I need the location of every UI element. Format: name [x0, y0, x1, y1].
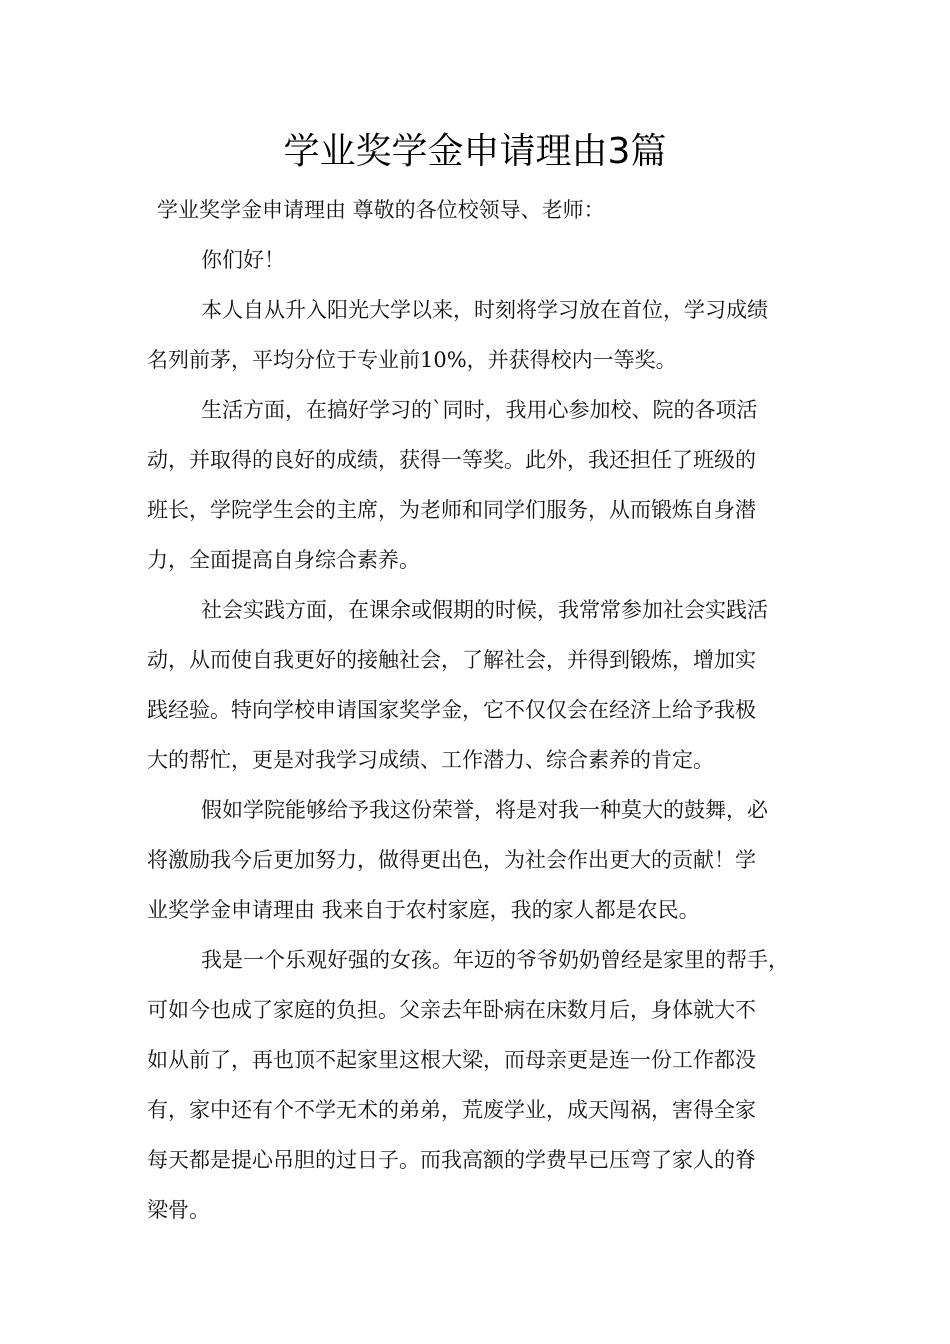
text-line: 本人自从升入阳光大学以来，时刻将学习放在首位，学习成绩 — [201, 298, 768, 322]
text-line: 我是一个乐观好强的女孩。年迈的爷爷奶奶曾经是家里的帮手， — [201, 948, 789, 972]
text-line: 生活方面，在搞好学习的`同时，我用心参加校、院的各项活 — [201, 398, 758, 422]
text-line: 假如学院能够给予我这份荣誉，将是对我一种莫大的鼓舞，必 — [201, 798, 768, 822]
text-line: 践经验。特向学校申请国家奖学金，它不仅仅会在经济上给予我极 — [147, 698, 756, 722]
text-line: 可如今也成了家庭的负担。父亲去年卧病在床数月后，身体就大不 — [147, 998, 756, 1022]
text-line: 将激励我今后更加努力，做得更出色，为社会作出更大的贡献！学 — [147, 848, 756, 872]
text-line: 业奖学金申请理由 我来自于农村家庭，我的家人都是农民。 — [147, 898, 700, 922]
text-line: 力，全面提高自身综合素养。 — [147, 548, 420, 572]
document-body — [147, 185, 817, 1235]
text-line: 动，从而使自我更好的接触社会，了解社会，并得到锻炼，增加实 — [147, 648, 756, 672]
document-title: 学业奖学金申请理由3篇 — [283, 131, 667, 172]
text-line: 学业奖学金申请理由 尊敬的各位校领导、老师： — [157, 198, 605, 222]
text-line: 大的帮忙，更是对我学习成绩、工作潜力、综合素养的肯定。 — [147, 748, 714, 772]
text-line: 名列前茅，平均分位于专业前10%，并获得校内一等奖。 — [147, 348, 677, 372]
text-line: 每天都是提心吊胆的过日子。而我高额的学费早已压弯了家人的脊 — [147, 1148, 756, 1172]
text-line: 如从前了，再也顶不起家里这根大梁，而母亲更是连一份工作都没 — [147, 1048, 756, 1072]
text-line: 动，并取得的良好的成绩，获得一等奖。此外，我还担任了班级的 — [147, 448, 756, 472]
text-line: 社会实践方面，在课余或假期的时候，我常常参加社会实践活 — [201, 598, 768, 622]
text-line: 梁骨。 — [147, 1198, 210, 1222]
text-line: 有，家中还有个不学无术的弟弟，荒废学业，成天闯祸，害得全家 — [147, 1098, 756, 1122]
text-line: 你们好！ — [201, 248, 285, 272]
text-line: 班长，学院学生会的主席，为老师和同学们服务，从而锻炼自身潜 — [147, 498, 756, 522]
